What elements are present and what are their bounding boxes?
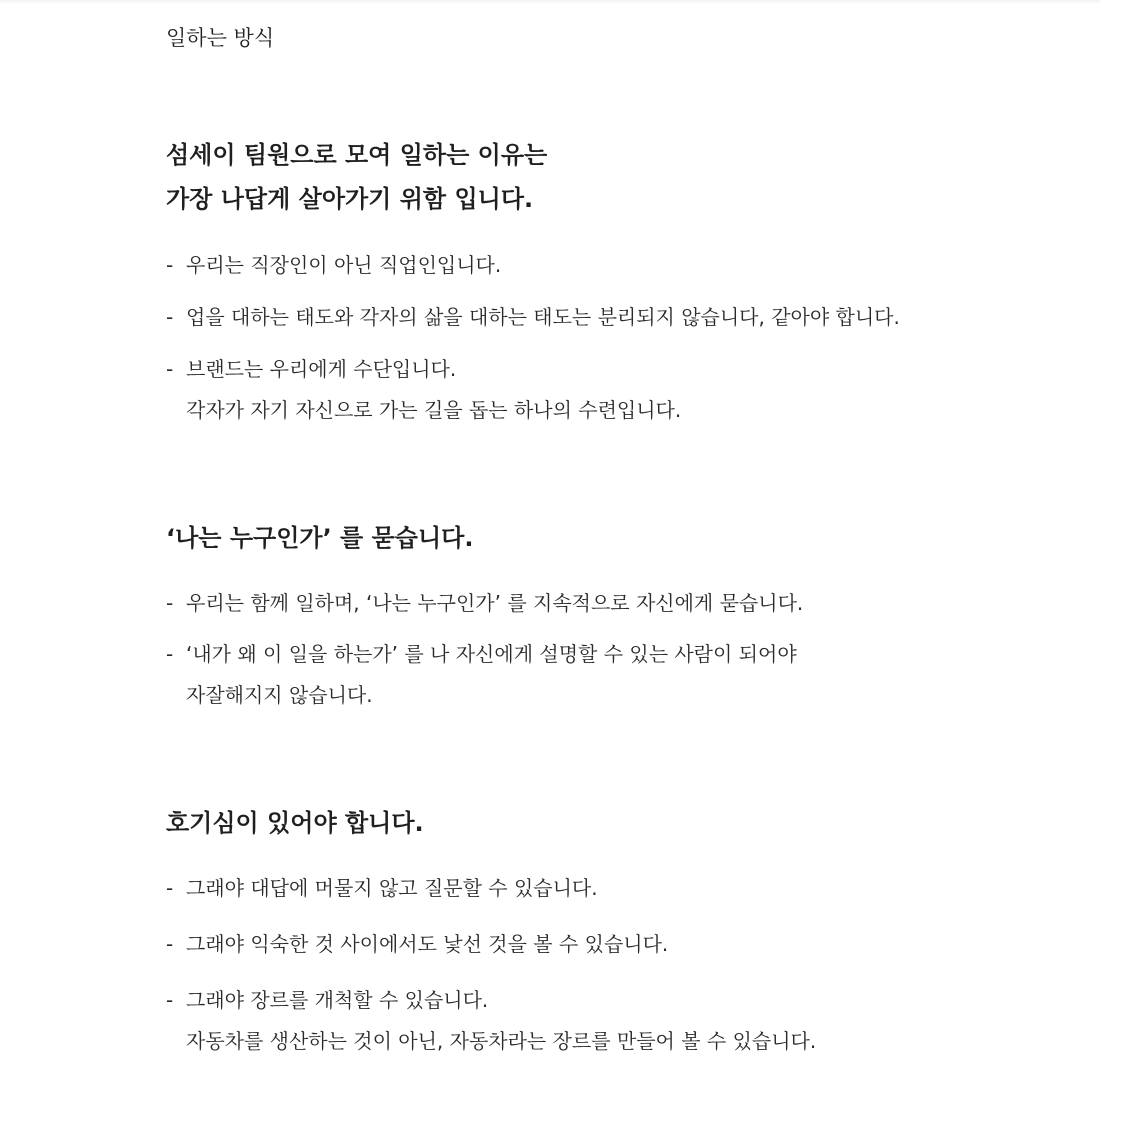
bullet-list [166,868,1066,1062]
item-text-continued: 각자가 자기 자신으로 가는 길을 돕는 하나의 수련입니다. [186,398,682,422]
item-text: 우리는 함께 일하며, ‘나는 누구인가’ 를 지속적으로 자신에게 묻습니다. [186,591,804,615]
heading-line: 가장 나답게 살아가기 위함 입니다. [166,185,534,213]
list-item [166,245,1066,286]
item-text: ‘내가 왜 이 일을 하는가’ 를 나 자신에게 설명할 수 있는 사람이 되어야 [186,642,797,666]
section-heading [166,133,1066,221]
section-heading [166,516,1066,560]
top-divider [0,0,1100,4]
list-item [166,634,1066,716]
bullet-list [166,245,1066,431]
item-text: 우리는 직장인이 아닌 직업인입니다. [186,253,502,277]
list-item [166,924,1066,965]
item-text: 그래야 대답에 머물지 않고 질문할 수 있습니다. [186,876,598,900]
bullet-dash: - [166,357,174,381]
bullet-dash: - [166,642,174,666]
bullet-dash: - [166,305,174,329]
heading-line: 섬세이 팀원으로 모여 일하는 이유는 [166,141,548,169]
section-who-am-i [166,516,1066,716]
section-curiosity [166,801,1066,1062]
item-text: 그래야 장르를 개척할 수 있습니다. [186,988,489,1012]
item-text-continued: 자동차를 생산하는 것이 아닌, 자동차라는 장르를 만들어 볼 수 있습니다. [186,1029,817,1053]
heading-line: ‘나는 누구인가’ 를 묻습니다. [166,524,474,552]
bullet-dash: - [166,988,174,1012]
bullet-dash: - [166,591,174,615]
list-item [166,297,1066,338]
list-item [166,868,1066,909]
item-text-continued: 자잘해지지 않습니다. [186,683,373,707]
section-heading [166,801,1066,845]
item-text: 그래야 익숙한 것 사이에서도 낯선 것을 볼 수 있습니다. [186,932,669,956]
bullet-dash: - [166,932,174,956]
list-item [166,980,1066,1062]
list-item [166,349,1066,431]
section-why-we-work [166,133,1066,431]
list-item [166,583,1066,624]
item-text: 업을 대하는 태도와 각자의 삶을 대하는 태도는 분리되지 않습니다, 같아야 합니다. [186,305,900,329]
bullet-dash: - [166,253,174,277]
item-text: 브랜드는 우리에게 수단입니다. [186,357,457,381]
page-title: 일하는 방식 [166,26,275,50]
bullet-dash: - [166,876,174,900]
bullet-list [166,583,1066,716]
heading-line: 호기심이 있어야 합니다. [166,809,424,837]
